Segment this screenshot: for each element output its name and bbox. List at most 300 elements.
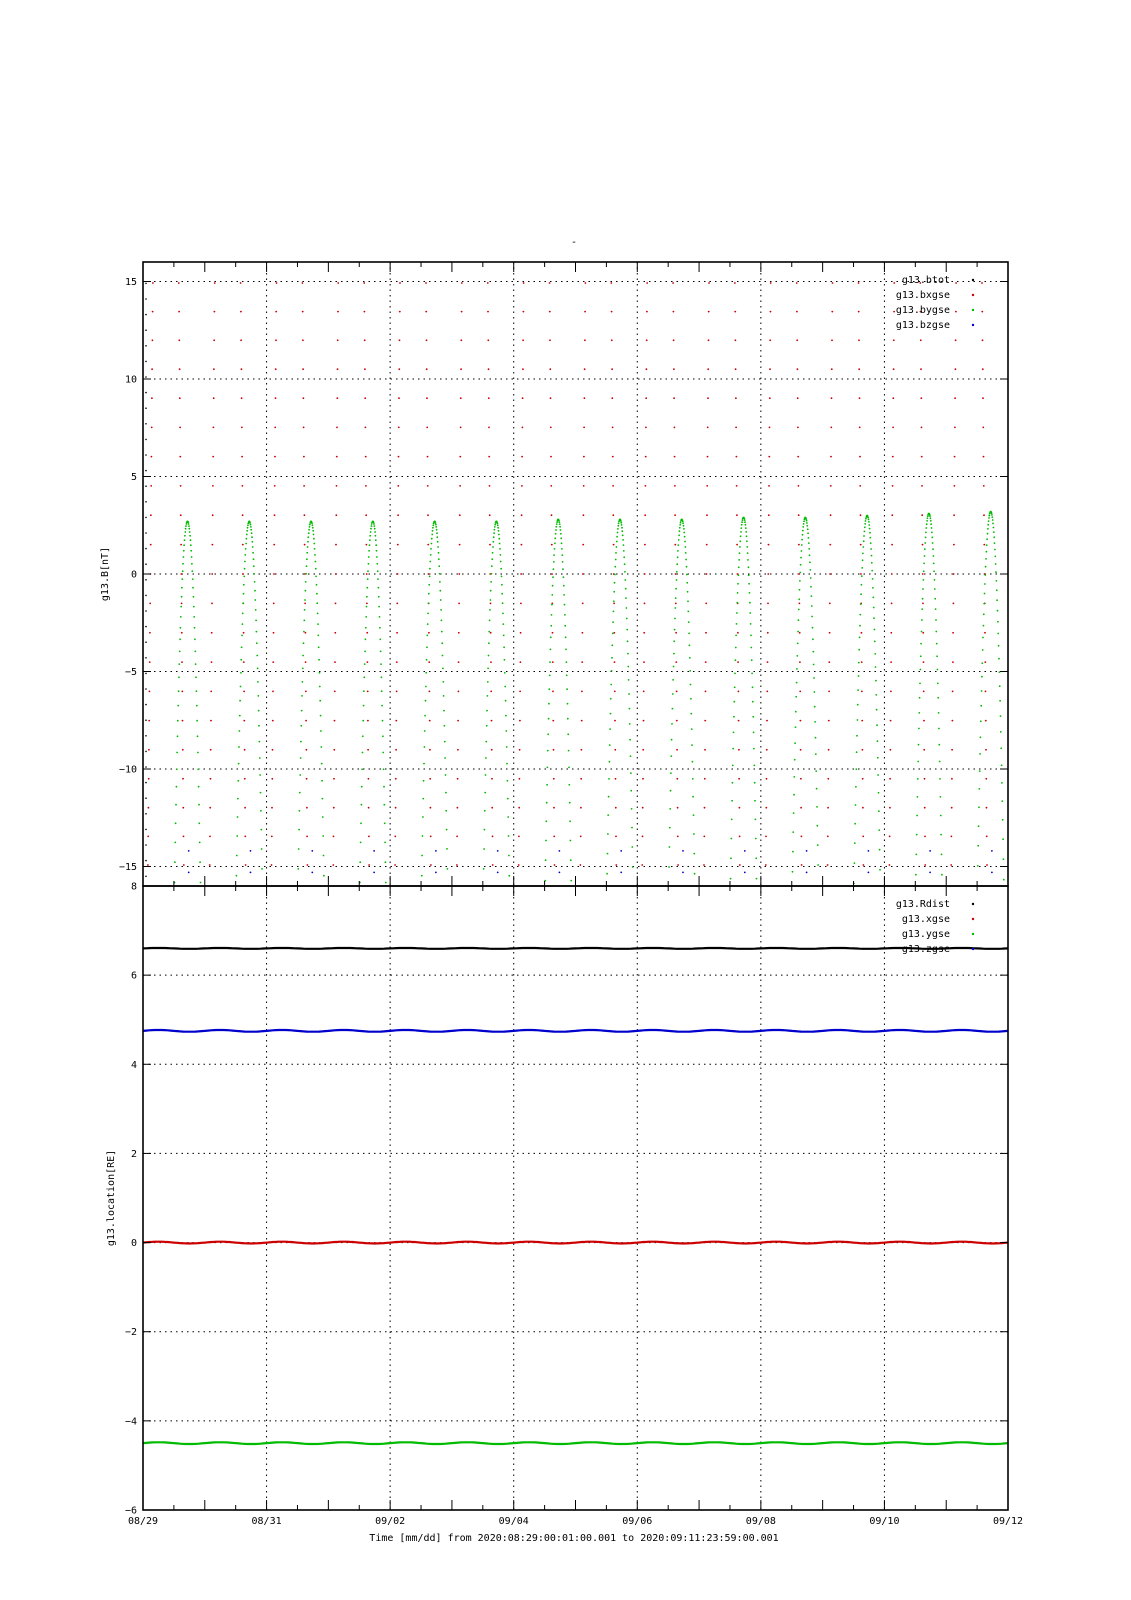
data-point bbox=[875, 680, 877, 682]
data-point bbox=[799, 661, 801, 663]
data-point bbox=[334, 661, 336, 663]
data-point bbox=[193, 596, 195, 598]
data-point bbox=[993, 531, 995, 533]
data-point bbox=[190, 539, 192, 541]
data-point bbox=[519, 749, 521, 751]
data-point bbox=[798, 609, 800, 611]
data-point bbox=[566, 688, 568, 690]
data-point bbox=[799, 691, 801, 693]
data-point bbox=[937, 683, 939, 685]
data-point bbox=[384, 822, 386, 824]
data-point bbox=[370, 528, 372, 530]
data-point bbox=[631, 846, 633, 848]
data-point bbox=[188, 850, 190, 852]
x-tick-label: 09/04 bbox=[498, 1516, 529, 1527]
data-point bbox=[373, 872, 375, 874]
data-point bbox=[617, 532, 619, 534]
data-point bbox=[739, 552, 741, 554]
data-point bbox=[993, 536, 995, 538]
data-point bbox=[553, 749, 555, 751]
data-point bbox=[767, 632, 769, 634]
data-point bbox=[643, 691, 645, 693]
data-point bbox=[461, 311, 463, 313]
data-point bbox=[397, 544, 399, 546]
data-point bbox=[859, 485, 861, 487]
data-point bbox=[922, 573, 924, 575]
data-point bbox=[522, 427, 524, 429]
data-point bbox=[520, 573, 522, 575]
data-point bbox=[489, 485, 491, 487]
data-point bbox=[506, 763, 508, 765]
data-point bbox=[797, 427, 799, 429]
data-point bbox=[521, 514, 523, 516]
data-point bbox=[239, 700, 241, 702]
data-point bbox=[730, 838, 732, 840]
y-tick-label: −10 bbox=[118, 764, 137, 776]
data-point bbox=[437, 541, 439, 543]
data-point bbox=[493, 532, 495, 534]
data-point bbox=[580, 864, 582, 866]
data-point bbox=[685, 552, 687, 554]
data-point bbox=[442, 681, 444, 683]
data-point bbox=[983, 625, 985, 627]
data-point bbox=[550, 456, 552, 458]
data-point bbox=[580, 807, 582, 809]
data-point bbox=[806, 872, 808, 874]
data-point bbox=[644, 514, 646, 516]
data-point bbox=[555, 529, 557, 531]
data-point bbox=[677, 556, 679, 558]
data-point bbox=[459, 544, 461, 546]
data-point bbox=[877, 740, 879, 742]
data-point bbox=[438, 552, 440, 554]
data-point bbox=[626, 607, 628, 609]
data-point bbox=[877, 774, 879, 776]
data-point bbox=[983, 544, 985, 546]
data-point bbox=[374, 528, 376, 530]
data-point bbox=[808, 548, 810, 550]
data-point bbox=[679, 530, 681, 532]
data-point bbox=[644, 573, 646, 575]
data-point bbox=[926, 520, 928, 522]
data-point bbox=[435, 524, 437, 526]
data-point bbox=[497, 524, 499, 526]
data-point bbox=[858, 311, 860, 313]
data-point bbox=[194, 651, 196, 653]
data-point bbox=[917, 761, 919, 763]
data-point bbox=[670, 755, 672, 757]
data-point bbox=[553, 561, 555, 563]
data-point bbox=[693, 853, 695, 855]
data-point bbox=[396, 603, 398, 605]
data-point bbox=[398, 427, 400, 429]
data-point bbox=[145, 501, 147, 503]
data-point bbox=[508, 855, 510, 857]
data-point bbox=[376, 550, 378, 552]
data-point bbox=[672, 679, 674, 681]
data-point bbox=[242, 613, 244, 615]
data-point bbox=[746, 540, 748, 542]
data-point bbox=[371, 525, 373, 527]
data-point bbox=[177, 735, 179, 737]
data-point bbox=[705, 603, 707, 605]
data-point bbox=[935, 619, 937, 621]
data-point bbox=[504, 659, 506, 661]
data-point bbox=[753, 732, 755, 734]
data-point bbox=[190, 550, 192, 552]
data-point bbox=[246, 530, 248, 532]
data-point bbox=[149, 603, 151, 605]
data-point bbox=[239, 730, 241, 732]
data-point bbox=[694, 873, 696, 875]
data-point bbox=[678, 539, 680, 541]
legend-label: g13.ygse bbox=[901, 929, 950, 940]
data-point bbox=[737, 632, 739, 634]
data-point bbox=[978, 806, 980, 808]
data-point bbox=[198, 804, 200, 806]
data-point bbox=[559, 523, 561, 525]
data-point bbox=[549, 661, 551, 663]
data-point bbox=[274, 427, 276, 429]
data-point bbox=[807, 532, 809, 534]
data-point bbox=[996, 599, 998, 601]
data-point bbox=[261, 848, 263, 850]
data-point bbox=[830, 456, 832, 458]
data-point bbox=[384, 842, 386, 844]
data-point bbox=[748, 583, 750, 585]
data-point bbox=[580, 836, 582, 838]
series-btot bbox=[145, 283, 147, 878]
data-point bbox=[809, 554, 811, 556]
data-point bbox=[333, 749, 335, 751]
data-point bbox=[877, 757, 879, 759]
data-point bbox=[210, 749, 212, 751]
data-point bbox=[613, 544, 615, 546]
data-point bbox=[458, 573, 460, 575]
data-point bbox=[861, 584, 863, 586]
data-point bbox=[859, 427, 861, 429]
data-point bbox=[982, 368, 984, 370]
data-point bbox=[256, 631, 258, 633]
data-point bbox=[920, 643, 922, 645]
data-point bbox=[243, 584, 245, 586]
data-point bbox=[927, 517, 929, 519]
data-point bbox=[922, 588, 924, 590]
data-point bbox=[933, 555, 935, 557]
data-point bbox=[242, 573, 244, 575]
data-point bbox=[209, 807, 211, 809]
data-point bbox=[868, 521, 870, 523]
data-point bbox=[461, 282, 463, 284]
data-point bbox=[620, 520, 622, 522]
data-point bbox=[368, 550, 370, 552]
data-point bbox=[490, 603, 492, 605]
data-point bbox=[552, 585, 554, 587]
data-point bbox=[302, 655, 304, 657]
data-point bbox=[871, 570, 873, 572]
data-point bbox=[915, 874, 917, 876]
data-point bbox=[545, 820, 547, 822]
data-point bbox=[569, 820, 571, 822]
data-point bbox=[980, 705, 982, 707]
data-point bbox=[363, 690, 365, 692]
data-point bbox=[436, 532, 438, 534]
data-point bbox=[766, 778, 768, 780]
data-point bbox=[426, 427, 428, 429]
data-point bbox=[567, 718, 569, 720]
data-point bbox=[688, 633, 690, 635]
data-point bbox=[612, 456, 614, 458]
data-point bbox=[924, 778, 926, 780]
data-point bbox=[674, 456, 676, 458]
data-point bbox=[549, 339, 551, 341]
data-point bbox=[646, 339, 648, 341]
data-point bbox=[430, 548, 432, 550]
data-point bbox=[614, 582, 616, 584]
data-point bbox=[582, 632, 584, 634]
data-point bbox=[399, 339, 401, 341]
data-point bbox=[333, 807, 335, 809]
data-point bbox=[923, 563, 925, 565]
data-point bbox=[197, 735, 199, 737]
data-point bbox=[809, 561, 811, 563]
data-point bbox=[427, 456, 429, 458]
data-point bbox=[863, 535, 865, 537]
data-point bbox=[491, 565, 493, 567]
data-point bbox=[955, 368, 957, 370]
data-point bbox=[333, 836, 335, 838]
data-point bbox=[732, 765, 734, 767]
data-point bbox=[831, 339, 833, 341]
data-point bbox=[362, 720, 364, 722]
data-point bbox=[672, 282, 674, 284]
data-point bbox=[998, 658, 1000, 660]
data-point bbox=[197, 768, 199, 770]
data-point bbox=[984, 593, 986, 595]
data-point bbox=[706, 514, 708, 516]
data-point bbox=[181, 596, 183, 598]
data-point bbox=[854, 842, 856, 844]
data-point bbox=[987, 524, 989, 526]
data-point bbox=[457, 807, 459, 809]
data-point bbox=[753, 765, 755, 767]
data-point bbox=[373, 525, 375, 527]
data-point bbox=[674, 514, 676, 516]
data-point bbox=[919, 683, 921, 685]
data-point bbox=[398, 368, 400, 370]
data-point bbox=[739, 836, 741, 838]
data-point bbox=[150, 544, 152, 546]
data-point bbox=[429, 720, 431, 722]
data-point bbox=[570, 840, 572, 842]
data-point bbox=[879, 869, 881, 871]
data-point bbox=[366, 632, 368, 634]
legend-marker bbox=[972, 294, 974, 296]
plot-area bbox=[145, 282, 1004, 886]
legend-label: g13.bxgse bbox=[895, 290, 950, 301]
data-point bbox=[863, 864, 865, 866]
data-point bbox=[810, 586, 812, 588]
data-point bbox=[568, 750, 570, 752]
data-point bbox=[683, 525, 685, 527]
data-point bbox=[192, 587, 194, 589]
data-point bbox=[549, 675, 551, 677]
data-point bbox=[890, 661, 892, 663]
data-point bbox=[302, 668, 304, 670]
data-point bbox=[302, 282, 304, 284]
series-line-ygse bbox=[143, 1442, 1008, 1444]
data-point bbox=[683, 532, 685, 534]
data-point bbox=[300, 725, 302, 727]
data-point bbox=[988, 520, 990, 522]
data-point bbox=[561, 542, 563, 544]
data-point bbox=[520, 632, 522, 634]
data-point bbox=[422, 835, 424, 837]
data-point bbox=[610, 698, 612, 700]
data-point bbox=[435, 850, 437, 852]
data-point bbox=[918, 712, 920, 714]
data-point bbox=[177, 705, 179, 707]
data-point bbox=[431, 543, 433, 545]
data-point bbox=[363, 282, 365, 284]
data-point bbox=[460, 397, 462, 399]
data-point bbox=[213, 368, 215, 370]
data-point bbox=[385, 861, 387, 863]
data-point bbox=[497, 527, 499, 529]
data-point bbox=[581, 661, 583, 663]
data-point bbox=[145, 345, 147, 347]
data-point bbox=[489, 609, 491, 611]
data-point bbox=[951, 749, 953, 751]
data-point bbox=[735, 339, 737, 341]
data-point bbox=[271, 864, 273, 866]
data-point bbox=[547, 767, 549, 769]
data-point bbox=[303, 397, 305, 399]
data-point bbox=[428, 661, 430, 663]
data-point bbox=[920, 655, 922, 657]
data-point bbox=[765, 807, 767, 809]
data-point bbox=[921, 485, 923, 487]
data-point bbox=[985, 749, 987, 751]
data-point bbox=[995, 563, 997, 565]
data-point bbox=[755, 857, 757, 859]
data-point bbox=[553, 568, 555, 570]
data-point bbox=[867, 517, 869, 519]
data-point bbox=[200, 882, 202, 884]
data-point bbox=[490, 599, 492, 601]
data-point bbox=[305, 573, 307, 575]
data-point bbox=[612, 514, 614, 516]
data-point bbox=[798, 598, 800, 600]
data-point bbox=[364, 663, 366, 665]
data-point bbox=[254, 581, 256, 583]
data-point bbox=[993, 527, 995, 529]
data-point bbox=[738, 691, 740, 693]
data-point bbox=[860, 603, 862, 605]
data-point bbox=[366, 603, 368, 605]
data-point bbox=[924, 807, 926, 809]
data-point bbox=[381, 705, 383, 707]
data-point bbox=[375, 544, 377, 546]
data-point bbox=[737, 583, 739, 585]
data-point bbox=[871, 555, 873, 557]
figure-title: - bbox=[570, 237, 578, 248]
data-point bbox=[432, 530, 434, 532]
data-point bbox=[256, 655, 258, 657]
data-point bbox=[300, 741, 302, 743]
data-point bbox=[858, 662, 860, 664]
data-point bbox=[457, 720, 459, 722]
data-point bbox=[498, 538, 500, 540]
data-point bbox=[614, 661, 616, 663]
data-point bbox=[567, 733, 569, 735]
data-point bbox=[460, 427, 462, 429]
data-point bbox=[240, 672, 242, 674]
data-point bbox=[364, 311, 366, 313]
data-point bbox=[302, 311, 304, 313]
data-point bbox=[547, 750, 549, 752]
data-point bbox=[396, 661, 398, 663]
data-point bbox=[741, 521, 743, 523]
data-point bbox=[311, 850, 313, 852]
data-point bbox=[361, 768, 363, 770]
data-point bbox=[148, 778, 150, 780]
data-point bbox=[682, 872, 684, 874]
data-point bbox=[210, 720, 212, 722]
data-point bbox=[609, 761, 611, 763]
data-point bbox=[367, 749, 369, 751]
data-point bbox=[769, 397, 771, 399]
data-point bbox=[991, 516, 993, 518]
data-point bbox=[875, 666, 877, 668]
data-point bbox=[920, 397, 922, 399]
data-point bbox=[859, 614, 861, 616]
data-point bbox=[523, 282, 525, 284]
data-point bbox=[507, 816, 509, 818]
data-point bbox=[367, 691, 369, 693]
data-point bbox=[520, 603, 522, 605]
data-point bbox=[827, 778, 829, 780]
data-point bbox=[689, 670, 691, 672]
data-point bbox=[211, 661, 213, 663]
data-point bbox=[432, 527, 434, 529]
data-point bbox=[550, 625, 552, 627]
data-point bbox=[365, 456, 367, 458]
data-point bbox=[1001, 764, 1003, 766]
data-point bbox=[260, 810, 262, 812]
data-point bbox=[301, 710, 303, 712]
data-point bbox=[1000, 731, 1002, 733]
data-point bbox=[684, 541, 686, 543]
data-point bbox=[706, 573, 708, 575]
data-point bbox=[242, 485, 244, 487]
data-point bbox=[680, 522, 682, 524]
data-point bbox=[983, 603, 985, 605]
y-tick-label: 6 bbox=[130, 970, 137, 982]
data-point bbox=[522, 397, 524, 399]
data-point bbox=[613, 591, 615, 593]
data-point bbox=[145, 751, 147, 753]
data-point bbox=[179, 456, 181, 458]
data-point bbox=[429, 568, 431, 570]
data-point bbox=[732, 782, 734, 784]
data-point bbox=[395, 778, 397, 780]
data-point bbox=[796, 311, 798, 313]
data-point bbox=[893, 368, 895, 370]
data-point bbox=[994, 542, 996, 544]
data-point bbox=[176, 768, 178, 770]
data-point bbox=[607, 814, 609, 816]
